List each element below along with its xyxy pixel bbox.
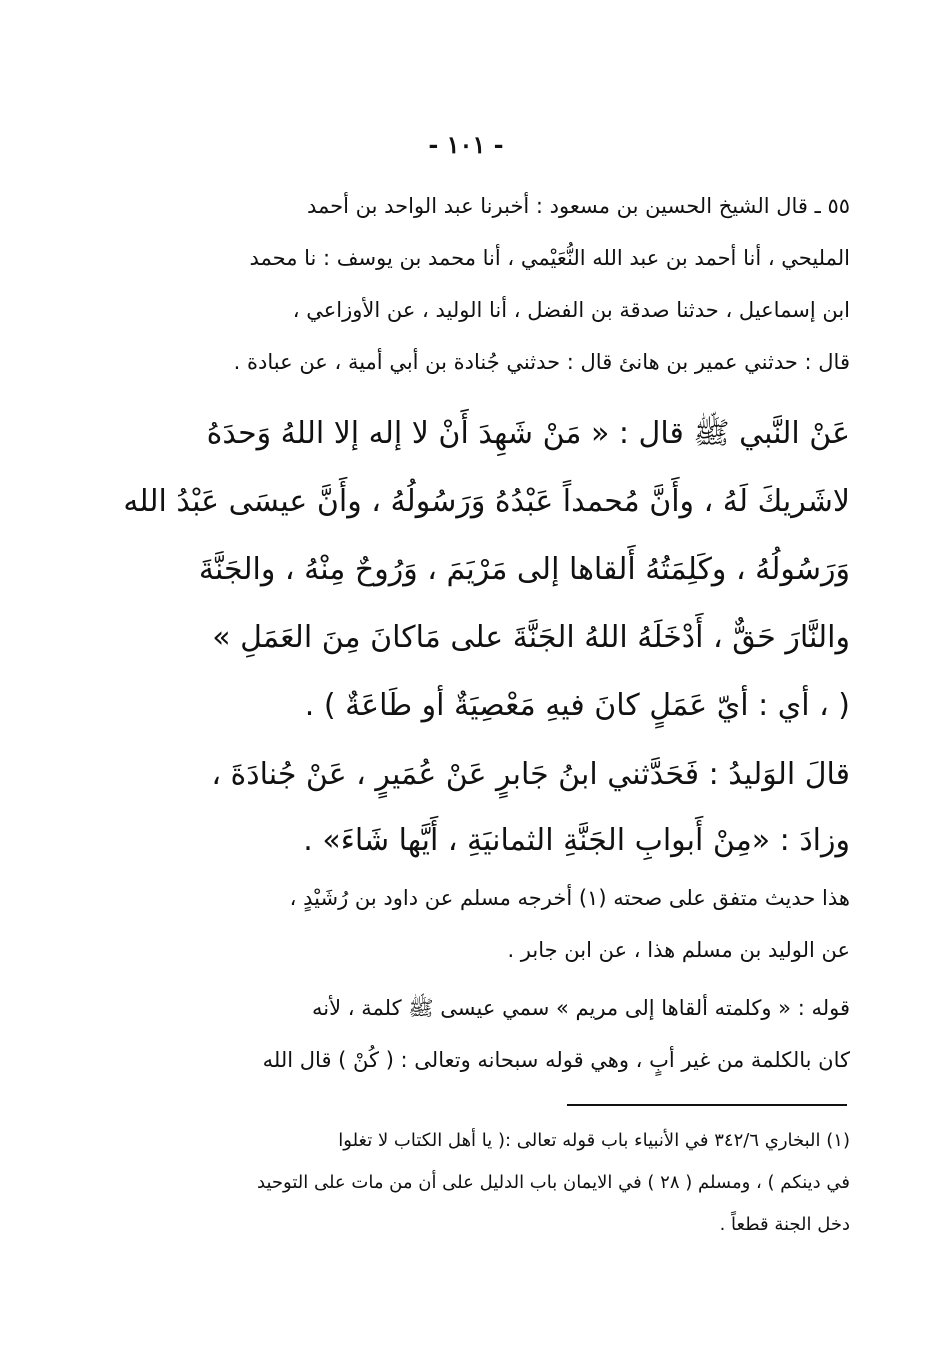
text-line: قوله : « وكلمته ألقاها إلى مريم » سمي عيسى ﷺ كلمة ، لأنه (312, 996, 850, 1020)
text-line: والنَّارَ حَقٌّ ، أَدْخَلَهُ اللهُ الجَنَّةَ على مَاكانَ مِنَ العَمَلِ » (212, 620, 850, 655)
text-line: هذا حديث متفق على صحته (١) أخرجه مسلم عن داود بن رُشَيْدٍ ، (289, 886, 850, 910)
commentary-explanation (80, 982, 850, 1086)
text-line: عن الوليد بن مسلم هذا ، عن ابن جابر . (507, 938, 850, 962)
text-line: (١) البخاري ٣٤٢/٦ في الأنبياء باب قوله تعالى :( يا أهل الكتاب لا تغلوا (338, 1130, 850, 1151)
hadith-addition (80, 742, 850, 874)
text-line: المليحي ، أنا أحمد بن عبد الله النُّعَيْمي ، أنا محمد بن يوسف : نا محمد (249, 246, 850, 270)
narration-chain (80, 180, 850, 388)
text-line: دخل الجنة قطعاً . (719, 1214, 850, 1235)
footnote (80, 1120, 850, 1246)
hadith-text (80, 400, 850, 740)
text-line: لاشَريكَ لَهُ ، وأَنَّ مُحمداً عَبْدُهُ وَرَسُولُهُ ، وأَنَّ عيسَى عَبْدُ الله (123, 484, 850, 519)
footnote-divider (567, 1104, 847, 1106)
text-line: ابن إسماعيل ، حدثنا صدقة بن الفضل ، أنا الوليد ، عن الأوزاعي ، (292, 298, 850, 322)
commentary-authentication (80, 872, 850, 976)
text-line: قالَ الوَليدُ : فَحَدَّثني ابنُ جَابرٍ عَنْ عُمَيرٍ ، عَنْ جُنادَةَ ، (211, 757, 850, 792)
text-line: ( ، أي : أيّ عَمَلٍ كانَ فيهِ مَعْصِيَةٌ أو طَاعَةٌ ) . (304, 688, 850, 723)
text-line: كان بالكلمة من غير أبٍ ، وهي قوله سبحانه وتعالى : ( كُنْ ) قال الله (262, 1048, 850, 1072)
text-line: ٥٥ ـ قال الشيخ الحسين بن مسعود : أخبرنا عبد الواحد بن أحمد (306, 194, 850, 218)
text-line: وزادَ : «مِنْ أَبوابِ الجَنَّةِ الثمانيَةِ ، أَيَّها شَاءَ» . (303, 823, 850, 858)
text-line: عَنْ النَّبي ﷺ قال : « مَنْ شَهِدَ أَنْ لا إله إلا اللهُ وَحدَهُ (206, 416, 850, 451)
text-line: في دينكم ) ، ومسلم ( ٢٨ ) في الايمان باب الدليل على أن من مات على التوحيد (257, 1172, 850, 1193)
page-number: - ١٠١ - (428, 130, 504, 159)
text-line: قال : حدثني عمير بن هانئ قال : حدثني جُنادة بن أبي أمية ، عن عبادة . (233, 350, 850, 374)
text-line: وَرَسُولُهُ ، وكَلِمَتُهُ أَلقاها إلى مَرْيَمَ ، وَرُوحٌ مِنْهُ ، والجَنَّةَ (198, 552, 850, 587)
